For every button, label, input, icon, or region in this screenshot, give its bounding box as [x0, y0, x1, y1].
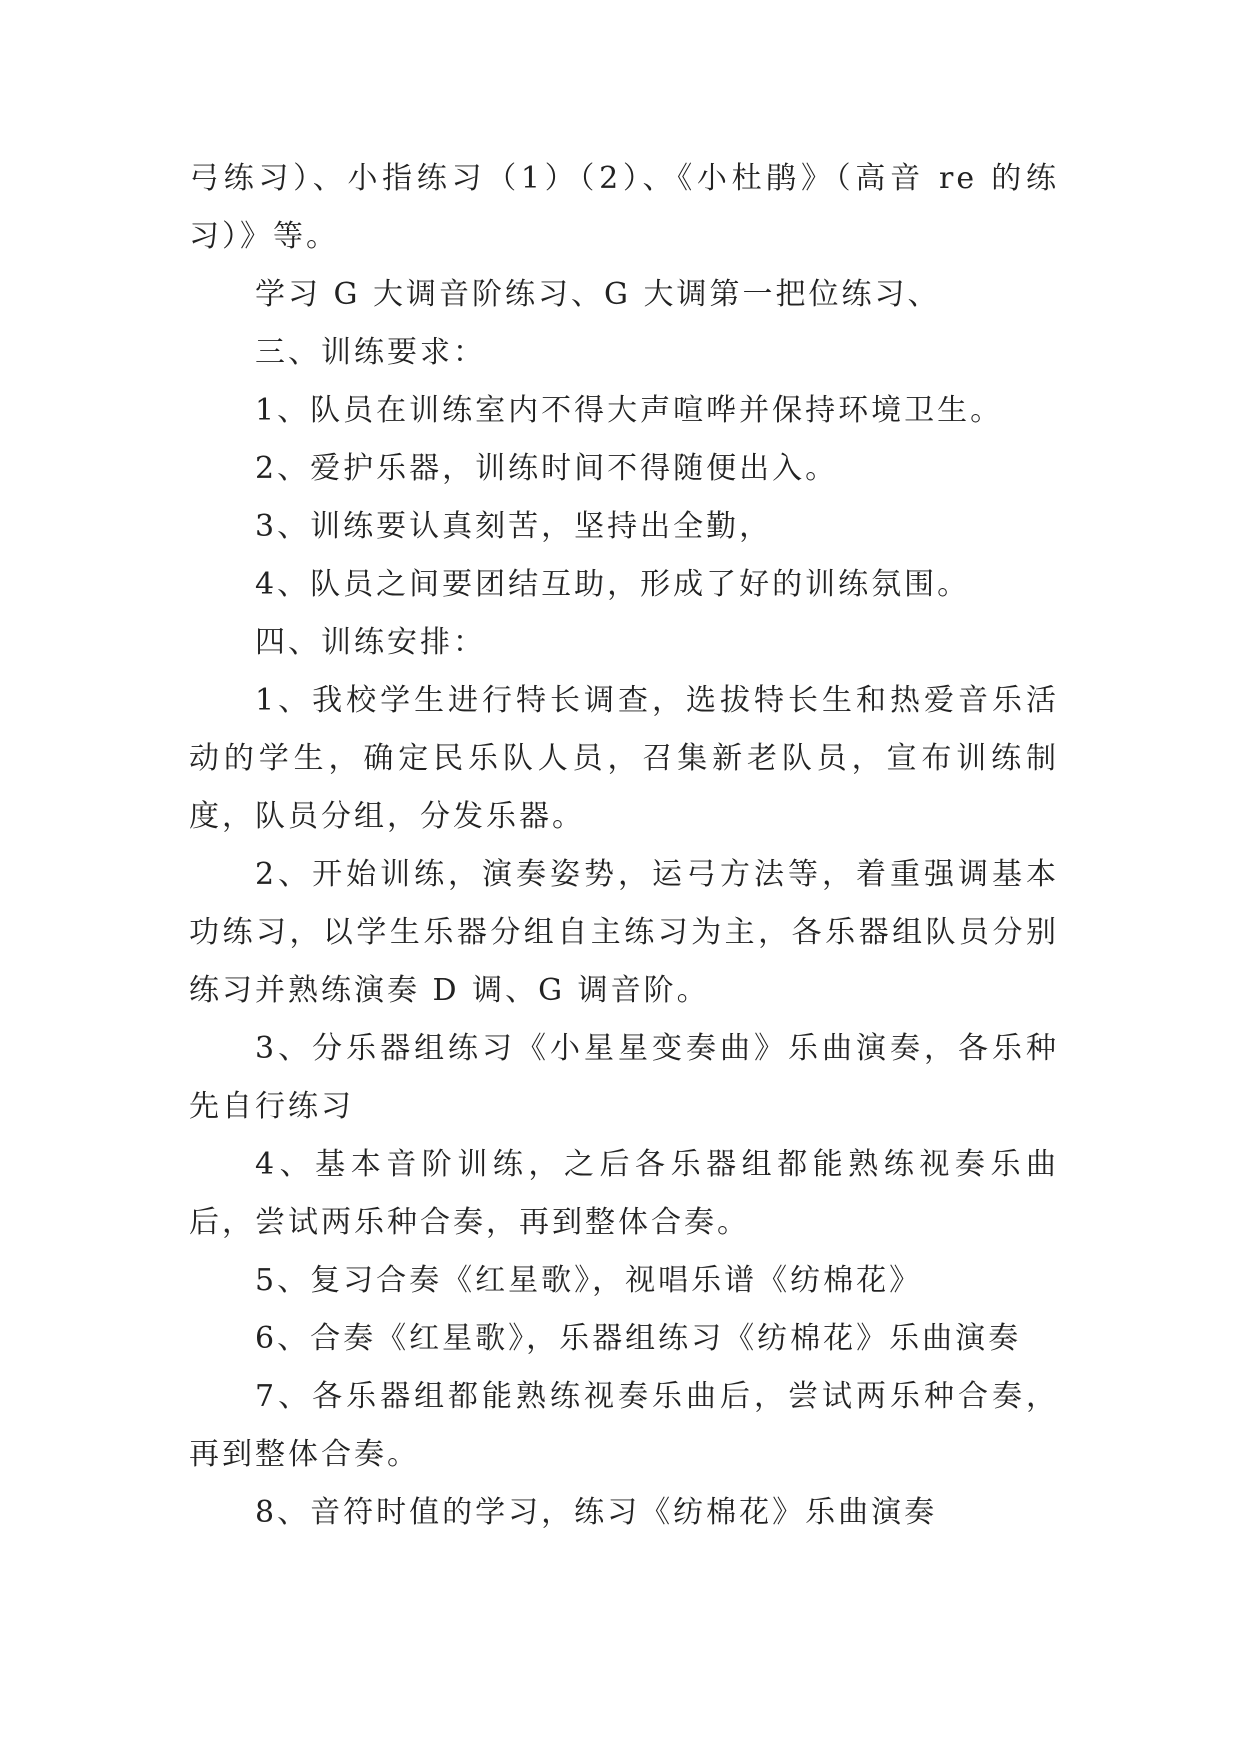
requirement-item-2: 2、爱护乐器，训练时间不得随便出入。 — [255, 451, 839, 486]
schedule-item-2: 2、开始训练，演奏姿势，运弓方法等，着重强调基本功练习，以学生乐器分组自主练习为主，各乐器组队员分别练习并熟练演奏 D 调、G 调音阶。 — [189, 857, 1059, 1008]
requirement-item-3: 3、训练要认真刻苦，坚持出全勤， — [255, 509, 773, 544]
paragraph-continuation: 弓练习）、小指练习（1）（2）、《小杜鹃》（高音 re 的练习）》等。 — [189, 161, 1059, 254]
section-heading-training-schedule: 四、训练安排： — [255, 625, 486, 660]
paragraph-g-major-practice: 学习 G 大调音阶练习、G 大调第一把位练习、 — [255, 277, 941, 312]
section-heading-training-requirements: 三、训练要求： — [255, 335, 486, 370]
schedule-item-8: 8、音符时值的学习，练习《纺棉花》乐曲演奏 — [255, 1495, 938, 1530]
schedule-item-7: 7、各乐器组都能熟练视奏乐曲后，尝试两乐种合奏，再到整体合奏。 — [189, 1379, 1059, 1472]
schedule-item-1: 1、我校学生进行特长调查，选拔特长生和热爱音乐活动的学生，确定民乐队人员，召集新老队员，宣布训练制度，队员分组，分发乐器。 — [189, 683, 1059, 834]
schedule-item-4: 4、基本音阶训练，之后各乐器组都能熟练视奏乐曲后，尝试两乐种合奏，再到整体合奏。 — [189, 1147, 1059, 1240]
document-body — [189, 150, 1059, 1542]
schedule-item-6: 6、合奏《红星歌》，乐器组练习《纺棉花》乐曲演奏 — [255, 1321, 1022, 1356]
requirement-item-4: 4、队员之间要团结互助，形成了好的训练氛围。 — [255, 567, 971, 602]
schedule-item-5: 5、复习合奏《红星歌》，视唱乐谱《纺棉花》 — [255, 1263, 923, 1298]
requirement-item-1: 1、队员在训练室内不得大声喧哗并保持环境卫生。 — [255, 393, 1004, 428]
schedule-item-3: 3、分乐器组练习《小星星变奏曲》乐曲演奏，各乐种先自行练习 — [189, 1031, 1059, 1124]
